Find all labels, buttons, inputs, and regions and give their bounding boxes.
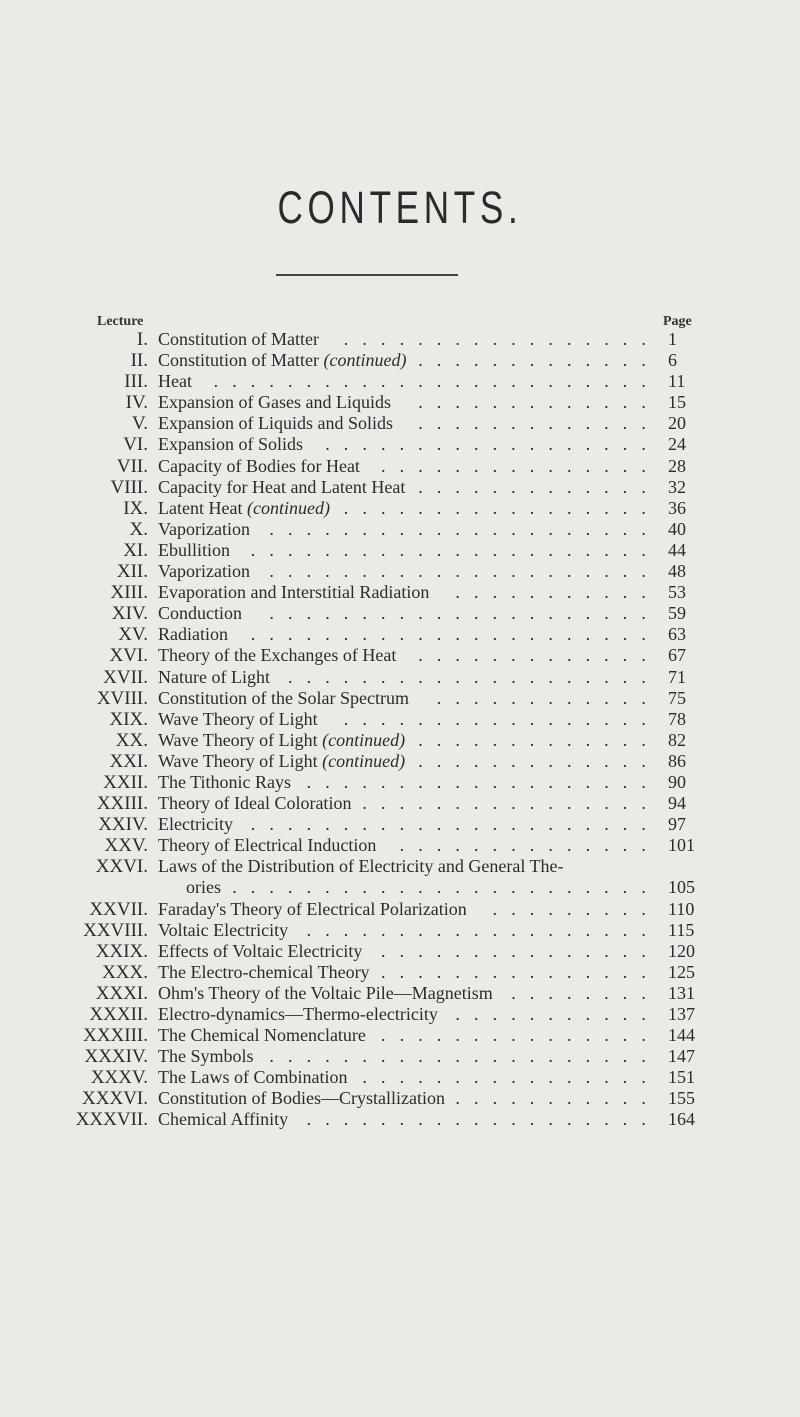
page-number: 59 [668,603,686,624]
lecture-number: XIX. [109,708,148,730]
entry-title-text: Wave Theory of Light [158,729,323,750]
entry-title [158,941,362,962]
lecture-number: IX. [123,497,148,519]
title-rule [276,274,458,276]
lecture-number: I. [136,329,148,350]
toc-entry [0,920,800,941]
entry-title-text: Theory of the Exchanges of Heat [158,645,397,666]
entry-title [158,624,228,645]
page-number: 144 [668,1025,695,1046]
lecture-number: VIII. [110,476,148,498]
page-number: 120 [668,940,695,961]
dot-leader: ............. [418,413,660,434]
page-number: 75 [668,687,686,708]
toc-entry [0,561,800,582]
page-number: 36 [668,497,686,518]
entry-title [158,603,242,624]
entry-title [158,667,270,688]
lecture-number: XXIII. [96,793,148,815]
lecture-number: XII. [116,561,148,583]
entry-title-text: Capacity for Heat and Latent Heat [158,476,406,497]
entry-title [158,814,233,835]
entry-title-text: Vaporization [158,561,250,582]
table-of-contents [0,329,800,1131]
entry-title [158,1004,438,1025]
page-number: 115 [668,919,695,940]
dot-leader: ..................... [269,561,660,582]
page-number: 125 [668,961,695,982]
entry-title [158,477,405,498]
entry-note: (continued) [322,750,406,771]
toc-entry [0,603,800,624]
toc-entry [0,392,800,413]
toc-entry [0,1109,800,1130]
lecture-number: VII. [116,455,148,477]
toc-entry [0,983,800,1004]
toc-entry [0,519,800,540]
lecture-number: XXXIII. [83,1025,148,1047]
page-number: 1 [668,329,677,349]
dot-leader: ............. [418,476,660,497]
entry-note: (continued) [246,497,330,518]
entry-title [158,1088,445,1109]
dot-leader: ............ [436,687,660,708]
lecture-number: XIV. [111,603,148,625]
page-column-header: Page [663,314,692,329]
page-number: 101 [668,835,695,856]
dot-leader: .................... [288,666,660,687]
entry-title [158,920,288,941]
entry-title-text: Expansion of Gases and Liquids [158,392,391,413]
entry-title [158,561,250,582]
dot-leader: ............. [418,750,660,771]
entry-title-text: Faraday's Theory of Electrical Polarization [158,898,467,919]
entry-title [158,392,391,413]
entry-title [158,1109,288,1130]
toc-entry [0,751,800,772]
page-number: 164 [668,1109,695,1130]
lecture-number: XXVIII. [83,919,148,941]
lecture-number: XXVI. [95,856,148,878]
lecture-number: XXXV. [90,1067,148,1089]
page-number: 28 [668,455,686,476]
entry-title-text: Vaporization [158,518,250,539]
toc-entry [0,645,800,666]
page-number: 78 [668,708,686,729]
toc-entry [0,667,800,688]
lecture-number: XX. [115,729,148,751]
lecture-number: IV. [125,392,148,414]
toc-entry [0,582,800,603]
dot-leader: ........................ [213,371,660,392]
lecture-column-header: Lecture [97,314,144,329]
entry-title [158,540,230,561]
dot-leader: ..................... [269,603,660,624]
page-number: 147 [668,1046,695,1067]
toc-entry-continuation [0,877,800,898]
lecture-number: XV. [118,624,148,646]
dot-leader: ................... [306,919,660,940]
entry-title-text: Radiation [158,624,228,645]
entry-title-text: Expansion of Liquids and Solids [158,413,393,434]
dot-leader: ............. [418,350,660,371]
dot-leader: ..................... [269,1046,660,1067]
entry-title-text: Wave Theory of Light [158,708,318,729]
entry-title [158,709,318,730]
entry-title [158,730,405,751]
page-number: 105 [668,877,695,898]
dot-leader: .................. [325,434,660,455]
entry-title-text: Effects of Voltaic Electricity [158,940,363,961]
dot-leader: ................. [343,497,660,518]
lecture-number: XXII. [103,771,148,793]
entry-title-text: Theory of Ideal Coloration [158,793,352,814]
page-number: 24 [668,434,686,455]
entry-title-text: Electro-dynamics—Thermo-electricity [158,1004,438,1024]
page-number: 97 [668,814,686,835]
lecture-number: XI. [123,539,148,561]
page-number: 151 [668,1067,695,1088]
dot-leader: ...................... [250,624,660,645]
lecture-number: II. [130,350,148,372]
entry-title [158,413,393,434]
entry-title-text: Theory of Electrical Induction [158,835,377,856]
entry-title-text: The Chemical Nomenclature [158,1025,366,1046]
entry-title-text: Latent Heat [158,497,247,518]
entry-title-text: The Laws of Combination [158,1067,348,1088]
dot-leader: ............... [381,455,660,476]
page-number: 86 [668,750,686,771]
dot-leader: ................... [306,771,660,792]
entry-title-text: Constitution of Matter [158,329,319,349]
page-number: 6 [668,350,677,371]
entry-title-text: Heat [158,371,192,392]
toc-entry [0,1025,800,1046]
page-number: 44 [668,539,686,560]
page-number: 63 [668,624,686,645]
dot-leader: ................. [343,708,660,729]
dot-leader: ................. [343,329,660,349]
entry-title-text: Evaporation and Interstitial Radiation [158,582,430,603]
toc-entry [0,329,800,350]
entry-note: (continued) [322,729,406,750]
lecture-number: XXXVI. [82,1088,148,1110]
entry-title [158,456,360,477]
entry-title-text: Expansion of Solids [158,434,304,455]
entry-title [158,856,564,877]
page-number: 20 [668,413,686,434]
entry-title [158,983,493,1004]
toc-entry [0,350,800,371]
toc-entry [0,540,800,561]
page-number: 94 [668,793,686,814]
entry-title-text: Capacity of Bodies for Heat [158,455,360,476]
page-number: 82 [668,729,686,750]
page-number: 53 [668,582,686,603]
page-number: 71 [668,666,686,687]
lecture-number: XXXVII. [75,1109,148,1131]
dot-leader: ...................... [250,539,660,560]
entry-title [158,751,405,772]
dot-leader: ....................... [232,877,660,898]
toc-entry [0,856,800,877]
toc-entry [0,709,800,730]
entry-title [158,899,467,920]
toc-entry [0,413,800,434]
entry-title-text: Voltaic Electricity [158,919,289,940]
toc-entry [0,624,800,645]
page-number: 137 [668,1004,695,1024]
dot-leader: ........ [511,982,660,1003]
dot-leader: ............. [418,645,660,666]
dot-leader: ............. [418,729,660,750]
lecture-number: XXIV. [98,814,148,836]
entry-title-text: Chemical Affinity [158,1109,289,1130]
entry-title [158,582,429,603]
dot-leader: ............... [381,961,660,982]
entry-title-text: Conduction [158,603,242,624]
lecture-number: XVIII. [96,687,148,709]
toc-entry [0,371,800,392]
toc-entry [0,772,800,793]
entry-title [158,962,370,983]
page-number: 131 [668,982,695,1003]
dot-leader: ......... [492,898,660,919]
toc-entry [0,1046,800,1067]
page-number: 110 [668,898,695,919]
entry-title [158,519,250,540]
lecture-number: XXXII. [89,1004,148,1025]
toc-entry [0,814,800,835]
page-number: 67 [668,645,686,666]
page-number: 32 [668,476,686,497]
toc-entry [0,1067,800,1088]
dot-leader: ..................... [269,518,660,539]
page-number: 48 [668,561,686,582]
entry-title [158,793,351,814]
page-number: 40 [668,518,686,539]
toc-entry [0,498,800,519]
entry-title [158,434,303,455]
toc-entry [0,456,800,477]
page-number: 90 [668,771,686,792]
lecture-number: XXIX. [95,940,148,962]
lecture-number: III. [124,371,148,393]
toc-entry [0,434,800,455]
entry-title [158,688,409,709]
entry-title-text: Ohm's Theory of the Voltaic Pile—Magnetism [158,982,493,1003]
entry-title [158,329,319,350]
lecture-number: XXVII. [89,898,148,920]
entry-title-text: The Electro-chemical Theory [158,961,370,982]
dot-leader: ................ [362,793,660,814]
toc-entry [0,477,800,498]
entry-title-text: Constitution of Matter [158,350,324,371]
toc-entry [0,962,800,983]
entry-title-continued: ories [186,877,221,898]
entry-title-text: Ebullition [158,539,230,560]
page-title: CONTENTS. [277,182,523,233]
entry-title-text: Electricity [158,814,233,835]
entry-title [158,645,396,666]
dot-leader: ................... [306,1109,660,1130]
page-number: 11 [668,371,686,392]
lecture-number: XXXIV. [84,1046,148,1068]
entry-title [158,371,192,392]
entry-title [158,835,376,856]
page-number: 15 [668,392,686,413]
dot-leader: .............. [399,835,660,856]
entry-title [158,1046,254,1067]
entry-title-text: Laws of the Distribution of Electricity and General The- [158,856,564,877]
lecture-number: XXXI. [95,982,148,1004]
entry-title [158,498,330,519]
lecture-number: VI. [123,434,148,456]
toc-entry [0,835,800,856]
entry-title-text: Constitution of the Solar Spectrum [158,687,409,708]
entry-title-text: The Symbols [158,1046,254,1067]
dot-leader: ...................... [250,814,660,835]
dot-leader: ............. [418,392,660,413]
lecture-number: XXX. [102,961,148,983]
lecture-number: XIII. [110,582,148,604]
dot-leader: ........... [455,1004,660,1024]
toc-entry [0,793,800,814]
dot-leader: ........... [455,1088,660,1109]
dot-leader: ............... [381,1025,660,1046]
lecture-number: XVI. [109,645,148,667]
entry-title-text: Constitution of Bodies—Crystallization [158,1088,445,1109]
toc-entry [0,1004,800,1025]
entry-note: (continued) [323,350,407,371]
toc-entry [0,688,800,709]
entry-title-text: Wave Theory of Light [158,750,323,771]
entry-title [158,772,291,793]
lecture-number: V. [131,413,148,435]
lecture-number: X. [129,518,148,540]
toc-entry [0,941,800,962]
entry-title-text: The Tithonic Rays [158,771,292,792]
entry-title-text: Nature of Light [158,666,270,687]
entry-title [158,350,406,371]
dot-leader: ................ [362,1067,660,1088]
dot-leader: ............... [381,940,660,961]
toc-entry [0,899,800,920]
page-number: 155 [668,1088,695,1109]
toc-entry [0,730,800,751]
lecture-number: XXI. [109,750,148,772]
lecture-number: XXV. [104,835,148,857]
entry-title [158,1067,347,1088]
entry-title [158,1025,366,1046]
dot-leader: ........... [455,582,660,603]
toc-entry [0,1088,800,1109]
lecture-number: XVII. [103,666,148,688]
